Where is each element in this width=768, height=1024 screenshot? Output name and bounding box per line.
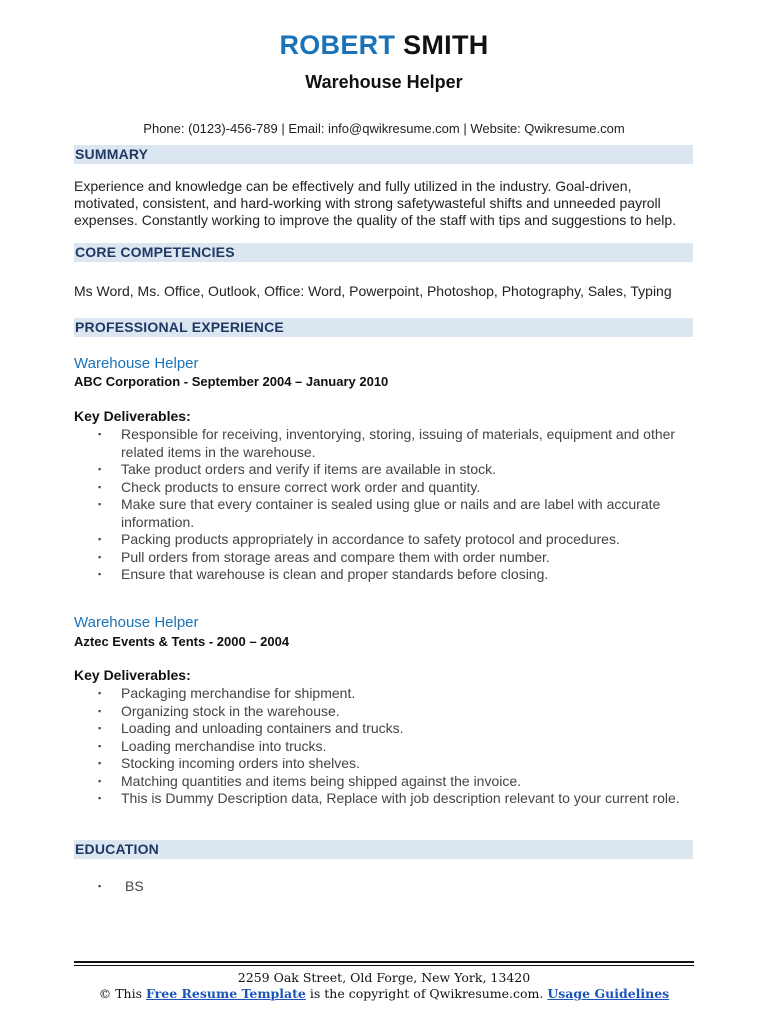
list-item: ▪ Loading and unloading containers and trucks. xyxy=(98,720,404,736)
list-item: ▪ Packing products appropriately in accordance to safety protocol and procedures. xyxy=(98,531,620,547)
bullet-icon: ▪ xyxy=(98,551,102,562)
bullet-icon: ▪ xyxy=(98,723,102,733)
list-item: ▪ Organizing stock in the warehouse. xyxy=(98,702,340,719)
list-item: ▪ Take product orders and verify if items are available in stock. xyxy=(98,461,497,477)
bullet-icon: ▪ xyxy=(98,793,102,803)
bullet-icon: ▪ xyxy=(98,775,102,786)
competencies-heading: CORE COMPETENCIES xyxy=(74,243,693,262)
job-company: Aztec Events & Tents - 2000 – 2004 xyxy=(74,634,290,649)
bullet-icon: ▪ xyxy=(98,881,102,891)
candidate-name xyxy=(0,30,768,61)
bullet-icon: ▪ xyxy=(98,534,102,544)
footer-copyright xyxy=(0,986,768,1001)
footer-rule xyxy=(74,965,694,966)
bullet-icon: ▪ xyxy=(98,499,102,509)
contact-line: Phone: (0123)-456-789 | Email: info@qwikresume.com | Website: Qwikresume.com xyxy=(143,121,625,136)
bullet-icon: ▪ xyxy=(98,688,102,698)
education-heading: EDUCATION xyxy=(74,840,693,859)
list-item: ▪ This is Dummy Description data, Replace with job description relevant to your current role. xyxy=(98,790,680,806)
bullet-icon: ▪ xyxy=(98,481,102,492)
summary-heading: SUMMARY xyxy=(74,145,693,164)
footer-rule xyxy=(74,961,694,963)
education-list xyxy=(74,878,694,896)
bullet-icon: ▪ xyxy=(98,740,102,751)
deliverables-list xyxy=(74,685,694,808)
last-name: SMITH xyxy=(403,30,489,60)
bullet-icon: ▪ xyxy=(98,758,102,768)
footer-address: 2259 Oak Street, Old Forge, New York, 13420 xyxy=(237,970,531,985)
job-company: ABC Corporation - September 2004 – January 2010 xyxy=(74,374,389,389)
deliverables-list xyxy=(74,426,694,584)
competencies-text: Ms Word, Ms. Office, Outlook, Office: Word, Powerpoint, Photoshop, Photography, Sales, Typing xyxy=(74,283,672,299)
copyright-prefix: © This xyxy=(98,986,143,1001)
list-item: ▪ Ensure that warehouse is clean and proper standards before closing. xyxy=(98,566,549,582)
usage-guidelines-link[interactable]: Usage Guidelines xyxy=(547,986,670,1001)
list-item: ▪ BS xyxy=(98,878,144,894)
list-item: ▪ Packaging merchandise for shipment. xyxy=(98,685,356,701)
experience-heading: PROFESSIONAL EXPERIENCE xyxy=(74,318,693,337)
bullet-icon: ▪ xyxy=(98,464,102,474)
copyright-middle: is the copyright of Qwikresume.com. xyxy=(309,986,544,1001)
list-item: ▪ Stocking incoming orders into shelves. xyxy=(98,755,360,771)
list-item: ▪ Pull orders from storage areas and compare them with order number. xyxy=(98,548,550,565)
job-role: Warehouse Helper xyxy=(74,355,199,372)
list-item: ▪ Matching quantities and items being shipped against the invoice. xyxy=(98,772,522,789)
job-title: Warehouse Helper xyxy=(305,72,463,92)
bullet-icon: ▪ xyxy=(98,429,102,439)
key-deliverables-label: Key Deliverables: xyxy=(74,667,191,683)
list-item: ▪ Make sure that every container is sealed using glue or nails and are label with accurate information. xyxy=(98,496,661,530)
key-deliverables-label: Key Deliverables: xyxy=(74,408,191,424)
free-resume-template-link[interactable]: Free Resume Template xyxy=(146,986,306,1001)
list-item: ▪ Responsible for receiving, inventorying, storing, issuing of materials, equipment and other related items in the warehouse. xyxy=(98,426,676,460)
list-item: ▪ Check products to ensure correct work order and quantity. xyxy=(98,478,481,495)
first-name: ROBERT xyxy=(279,30,396,60)
bullet-icon: ▪ xyxy=(98,705,102,716)
bullet-icon: ▪ xyxy=(98,569,102,579)
job-role: Warehouse Helper xyxy=(74,614,199,631)
list-item: ▪ Loading merchandise into trucks. xyxy=(98,737,327,754)
summary-text: Experience and knowledge can be effectively and fully utilized in the industry. Goal-driven, motivated, consistent, and hard-working with strong safetywasteful shifts and unneeded payroll expenses. Constantly working to improve the quality of the staff with tips and suggestions to help. xyxy=(74,178,677,228)
